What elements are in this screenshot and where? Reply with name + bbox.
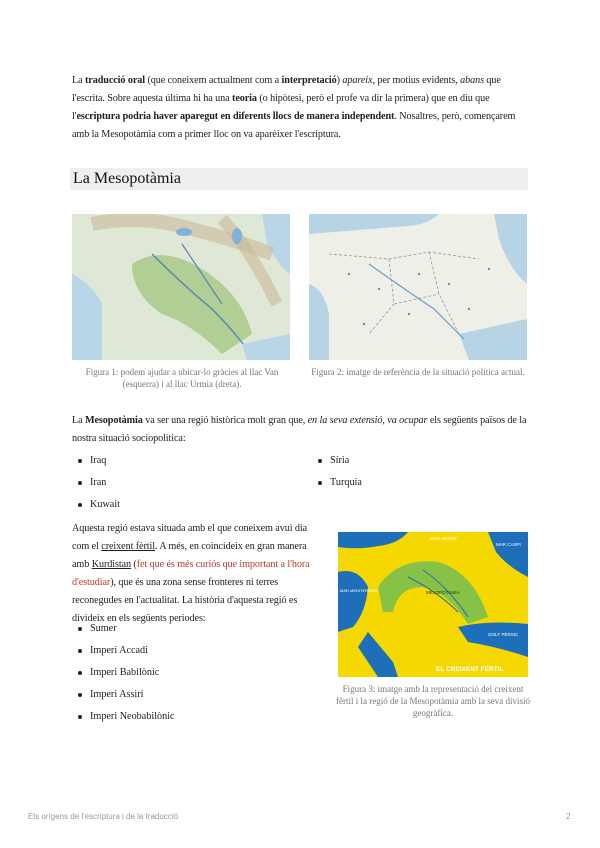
text: . Nosaltres, però, començarem amb la Mesopotàmia com a primer lloc on va aparèixer l'escriptura. [72, 111, 516, 140]
text: va ser una regió històrica molt gran que, [142, 415, 308, 426]
bold-term: interpretació [281, 75, 337, 86]
list-item: Turquia [312, 472, 512, 494]
countries-list-left [72, 450, 292, 516]
fertile-crescent-map-image [338, 532, 528, 677]
italic-term: apareix [342, 75, 373, 86]
text: (o hipòtesi, però el profe va dir la primera) que en diu que l' [72, 93, 490, 122]
list-item: Iraq [72, 450, 292, 472]
intro-paragraph [72, 72, 528, 144]
italic-term: en la seva extensió, va ocupar [307, 415, 428, 426]
list-item: Iran [72, 472, 292, 494]
text: , per motius evidents, [372, 75, 461, 86]
figure-3-map [338, 532, 528, 677]
text: ) [336, 75, 343, 86]
section-heading [70, 168, 528, 190]
kurdistan-link[interactable]: Kurdistan [91, 559, 131, 570]
terrain-map-image [72, 214, 290, 360]
figure-3-caption: Figura 3: imatge amb la representació del creixent fèrtil i la regió de la Mesopotàmia amb la seva divisió geogràfica. [336, 684, 530, 718]
fig3-title: EL CREIXENT FÈRTIL [436, 666, 504, 673]
region-paragraph [72, 520, 322, 628]
mesopotamia-paragraph [72, 412, 528, 448]
text: ), que és una zona sense fronteres ni terres reconegudes en l'actualitat. La història d'aquesta regió es divideix en els següents períodes: [72, 577, 298, 624]
text: . A més, en coincideix en gran manera amb [72, 541, 307, 570]
page-number: 2 [566, 812, 571, 821]
section-title: La Mesopotàmia [73, 170, 181, 187]
bold-term: traducció oral [85, 75, 145, 86]
list-item: Imperi Accadi [72, 640, 312, 662]
text: que l'escrita. Sobre aquesta última hi ha una [72, 75, 501, 104]
italic-term: abans [460, 75, 484, 86]
text: els següents països de la nostra situació sociopolítica: [72, 415, 527, 444]
text: La [72, 75, 85, 86]
map-label-text: MAR NEGRE [430, 536, 458, 541]
list-item: Sumer [72, 618, 312, 640]
text: La [72, 415, 85, 426]
periods-list [72, 618, 312, 728]
red-remark: fet que és més curiós que important a l'hora d'estudiar [72, 559, 310, 588]
map-label-text: MESOPOTÀMIA [426, 590, 460, 595]
figure-2-caption: Figura 2: imatge de referència de la situació política actual. [311, 367, 525, 377]
text: (que coneixem actualment com a [145, 75, 282, 86]
political-map-image [309, 214, 527, 360]
text: ( [130, 559, 137, 570]
list-item: Síria [312, 450, 512, 472]
list-item: Imperi Neobabilònic [72, 706, 312, 728]
bold-term: escriptura podria haver aparegut en diferents llocs de manera independent [76, 111, 395, 122]
map-label-text: GOLF PÈRSIC [488, 632, 519, 637]
bold-term: teoria [232, 93, 257, 104]
figure-1-map [72, 214, 290, 360]
countries-list-right [312, 450, 512, 494]
list-item: Imperi Babilònic [72, 662, 312, 684]
figure-2-map [309, 214, 527, 360]
footer-title: Els orígens de l'escriptura i de la traducció [28, 812, 179, 821]
map-label-text: MAR MEDITERRANI [340, 588, 378, 593]
list-item: Imperi Assiri [72, 684, 312, 706]
creixent-fertil-link[interactable]: creixent fèrtil [101, 541, 155, 552]
figure-1-caption: Figura 1: podem ajudar a ubicar-lo gràcies al llac Van (esquerra) i al llac Urmia (dreta). [85, 367, 279, 389]
text: Aquesta regió estava situada amb el que coneixem avui dia com el [72, 523, 308, 552]
bold-term: Mesopotàmia [85, 415, 143, 426]
list-item: Kuwait [72, 494, 292, 516]
map-label-text: MAR CASPI [496, 542, 521, 547]
